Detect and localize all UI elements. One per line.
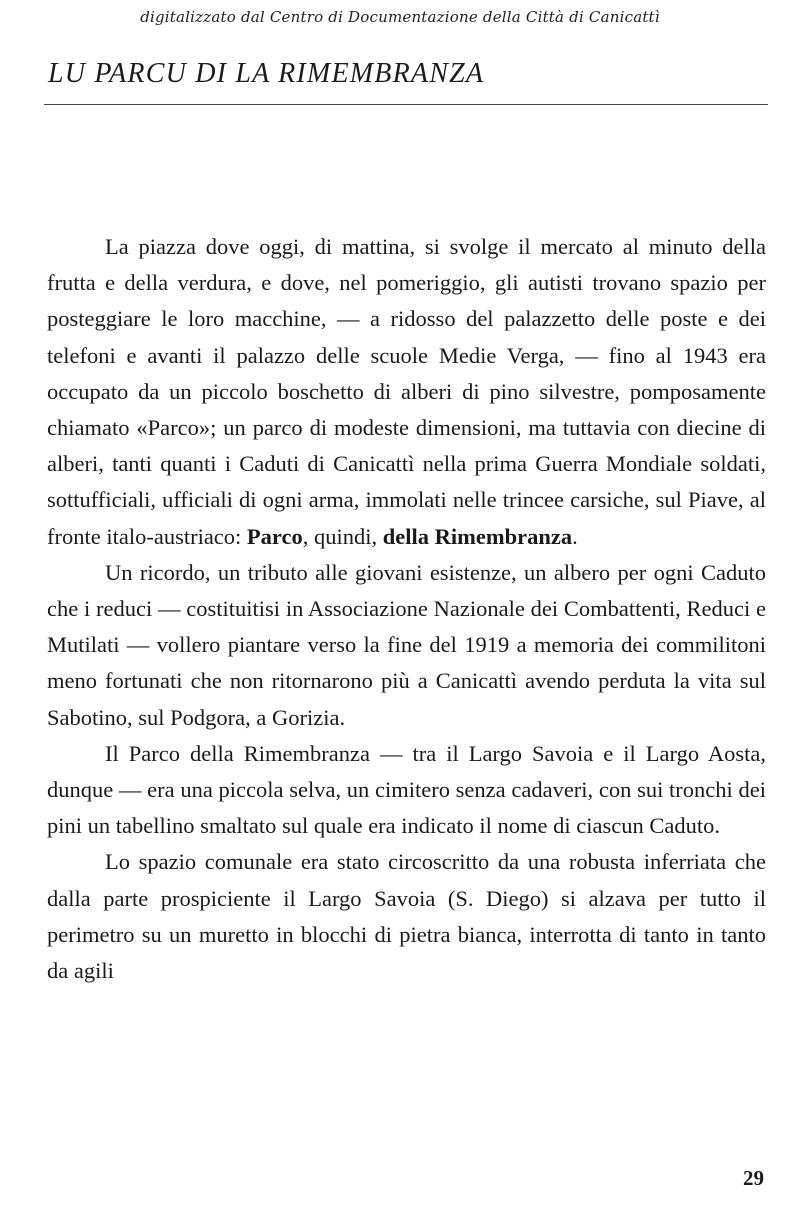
paragraph-1-text-b: , quindi, (302, 523, 383, 549)
body-text (47, 229, 766, 989)
paragraph-2: Un ricordo, un tributo alle giovani esistenze, un albero per ogni Caduto che i reduci — costituitisi in Associazione Nazionale dei Combattenti, Reduci e Mutilati — vollero piantare verso la fine del 1919 a memoria dei commilitoni meno fortunati che non ritornarono più a Canicattì avendo perduta la vita sul Sabotino, sul Podgora, a Gorizia. (47, 559, 766, 730)
paragraph-3: Il Parco della Rimembranza — tra il Largo Savoia e il Largo Aosta, dunque — era una piccola selva, un cimitero senza cadaveri, con sui tronchi dei pini un tabellino smaltato sul quale era indicato il nome di ciascun Caduto. (47, 740, 766, 839)
bold-della-rimembranza: della Rimembranza (382, 523, 573, 549)
paragraph-4: Lo spazio comunale era stato circoscritto da una robusta inferriata che dalla parte prospiciente il Largo Savoia (S. Diego) si alzava per tutto il perimetro su un muretto in blocchi di pietra bianca, interrotta di tanto in tanto da agili (47, 849, 766, 984)
chapter-title: LU PARCU DI LA RIMEMBRANZA (48, 58, 485, 89)
paragraph-1 (47, 229, 766, 555)
digitization-watermark: digitalizzato dal Centro di Documentazione della Città di Canicattì (140, 8, 660, 26)
bold-parco: Parco (246, 523, 303, 549)
paragraph-1-text-c: . (572, 523, 578, 549)
page-number: 29 (743, 1166, 764, 1190)
paragraph-1-text-a: La piazza dove oggi, di mattina, si svolge il mercato al minuto della frutta e della verdura, e dove, nel pomeriggio, gli autisti trovano spazio per posteggiare le loro macchine, — a ridosso del palazzetto delle poste e dei telefoni e avanti il palazzo delle scuole Medie Verga, — fino al 1943 era occupato da un piccolo boschetto di alberi di pino silvestre, pomposamente chiamato «Parco»; un parco di modeste dimensioni, ma tuttavia con diecine di alberi, tanti quanti i Caduti di Canicattì nella prima Guerra Mondiale soldati, sottufficiali, ufficiali di ogni arma, immolati nelle trincee carsiche, sul Piave, al fronte italo-austriaco: (47, 234, 766, 549)
title-divider (44, 104, 768, 105)
